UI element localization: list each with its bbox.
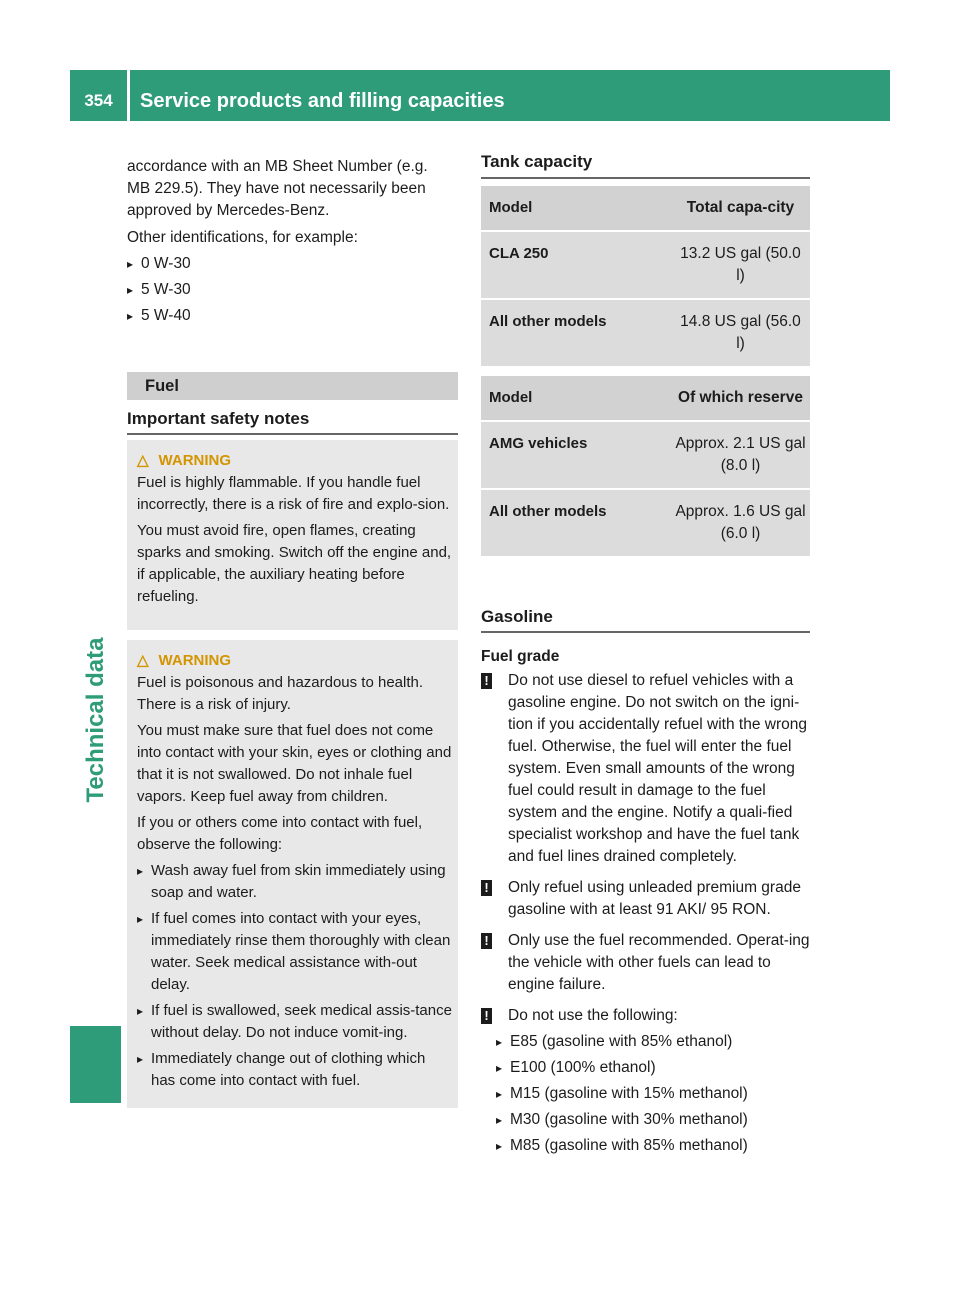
warning-header [137,450,452,472]
table-cell-value: Approx. 1.6 US gal (6.0 l) [675,503,806,542]
exclamation-icon: ! [481,933,492,949]
notice-text: Only use the fuel recommended. Operat-ing the vehicle with other fuels can lead to engine failure. [508,932,810,993]
table-row [481,298,810,366]
intro-line: accordance with an MB Sheet Number (e.g. [127,158,428,175]
warning-label: WARNING [158,452,232,469]
notice-item [481,1005,813,1027]
warning-label: WARNING [158,652,232,669]
warning-triangle-icon: △ [137,452,149,469]
fuel-grade-heading: Fuel grade [481,648,560,665]
tank-capacity-table [481,186,810,366]
list-item: ▸ If fuel is swallowed, seek medical assis-tance without delay. Do not induce vomit-ing. [137,1000,452,1044]
sidebar-label: Technical data [81,637,109,803]
heading-rule [481,177,810,179]
intro-line: MB 229.5). They have not necessarily been [127,180,426,197]
list-item: ▸ Immediately change out of clothing which has come into contact with fuel. [137,1048,452,1092]
tank-capacity-heading: Tank capacity [481,152,593,171]
table-cell-model: AMG vehicles [489,435,588,452]
reserve-capacity-table [481,376,810,556]
warning-text: You must make sure that fuel does not come into contact with your skin, eyes or clothing and that it is not swallowed. Do not inhale fuel vapors. Keep fuel away from children. [137,722,452,805]
table-header-row [481,376,810,420]
list-item: ▸ E85 (gasoline with 85% ethanol) [496,1031,813,1053]
gasoline-heading: Gasoline [481,607,553,626]
table-cell-model: CLA 250 [489,245,549,262]
warning-header [137,650,452,672]
list-item: ▸ M15 (gasoline with 15% methanol) [496,1083,813,1105]
exclamation-icon: ! [481,673,492,689]
list-item: ▸ 5 W-40 [127,305,458,327]
list-item: ▸ M85 (gasoline with 85% methanol) [496,1135,813,1157]
list-item: ▸ Wash away fuel from skin immediately using soap and water. [137,860,452,904]
fuel-section-bar [127,372,458,400]
list-item: ▸ M30 (gasoline with 30% methanol) [496,1109,813,1131]
first-aid-list [137,860,452,1092]
table-cell-value: 14.8 US gal (56.0 l) [680,313,801,352]
heading-rule [127,433,458,435]
table-header-row [481,186,810,230]
table-row [481,230,810,298]
table-cell-value: Approx. 2.1 US gal (8.0 l) [675,435,806,474]
sidebar-tab-marker [70,1026,121,1103]
prohibited-fuels-list [481,1031,813,1157]
heading-rule [481,631,810,633]
identifications-list [127,253,458,327]
fuel-grade-section [481,646,813,1161]
notice-text: Do not use diesel to refuel vehicles with a gasoline engine. Do not switch on the igni-tion if you accidentally refuel with the wrong fuel. Otherwise, the fuel will enter the fuel system. Even small amounts of the wrong fuel could result in damage to the fuel system and the engine. Notify a quali-fied specialist workshop and have the fuel tank and fuel lines drained completely. [508,672,807,865]
warning-text: You must avoid fire, open flames, creating sparks and smoking. Switch off the engine and, if applicable, the auxiliary heating before refueling. [137,522,452,605]
exclamation-icon: ! [481,880,492,896]
table-header-cell: Of which reserve [678,389,803,406]
list-item: ▸ If fuel comes into contact with your eyes, immediately rinse them thoroughly with clean water. Seek medical assistance with-out delay. [137,908,452,996]
header-divider [127,70,130,121]
table-header-cell: Model [489,199,533,216]
page-title: Service products and filling capacities [140,90,505,112]
list-item: ▸ E100 (100% ethanol) [496,1057,813,1079]
safety-notes-heading: Important safety notes [127,409,310,428]
warning-text: Fuel is poisonous and hazardous to health. There is a risk of injury. [137,674,424,713]
notice-item [481,670,813,868]
table-cell-model: All other models [489,503,607,520]
list-item: ▸ 0 W-30 [127,253,458,275]
table-cell-value: 13.2 US gal (50.0 l) [680,245,801,284]
other-identifications-label: Other identifications, for example: [127,229,358,246]
table-header-cell: Model [489,389,533,406]
table-header-cell: Total capa-city [686,199,795,216]
notice-text: Do not use the following: [508,1007,678,1024]
table-row [481,420,810,488]
table-cell-model: All other models [489,313,607,330]
intro-line: approved by Mercedes-Benz. [127,202,330,219]
exclamation-icon: ! [481,1008,492,1024]
table-row [481,488,810,556]
fuel-section-title: Fuel [145,377,179,395]
notice-item [481,930,813,996]
list-item: ▸ 5 W-30 [127,279,458,301]
warning-box-flammable [127,440,458,630]
warning-text: If you or others come into contact with fuel, observe the following: [137,814,423,853]
notice-item [481,877,813,921]
section-sidebar [70,600,121,840]
warning-triangle-icon: △ [137,652,149,669]
warning-box-poisonous [127,640,458,1108]
page-number: 354 [84,91,113,110]
intro-text [127,156,458,331]
warning-text: Fuel is highly flammable. If you handle fuel incorrectly, there is a risk of fire and explo-sion. [137,474,450,513]
notice-text: Only refuel using unleaded premium grade gasoline with at least 91 AKI/ 95 RON. [508,879,801,918]
